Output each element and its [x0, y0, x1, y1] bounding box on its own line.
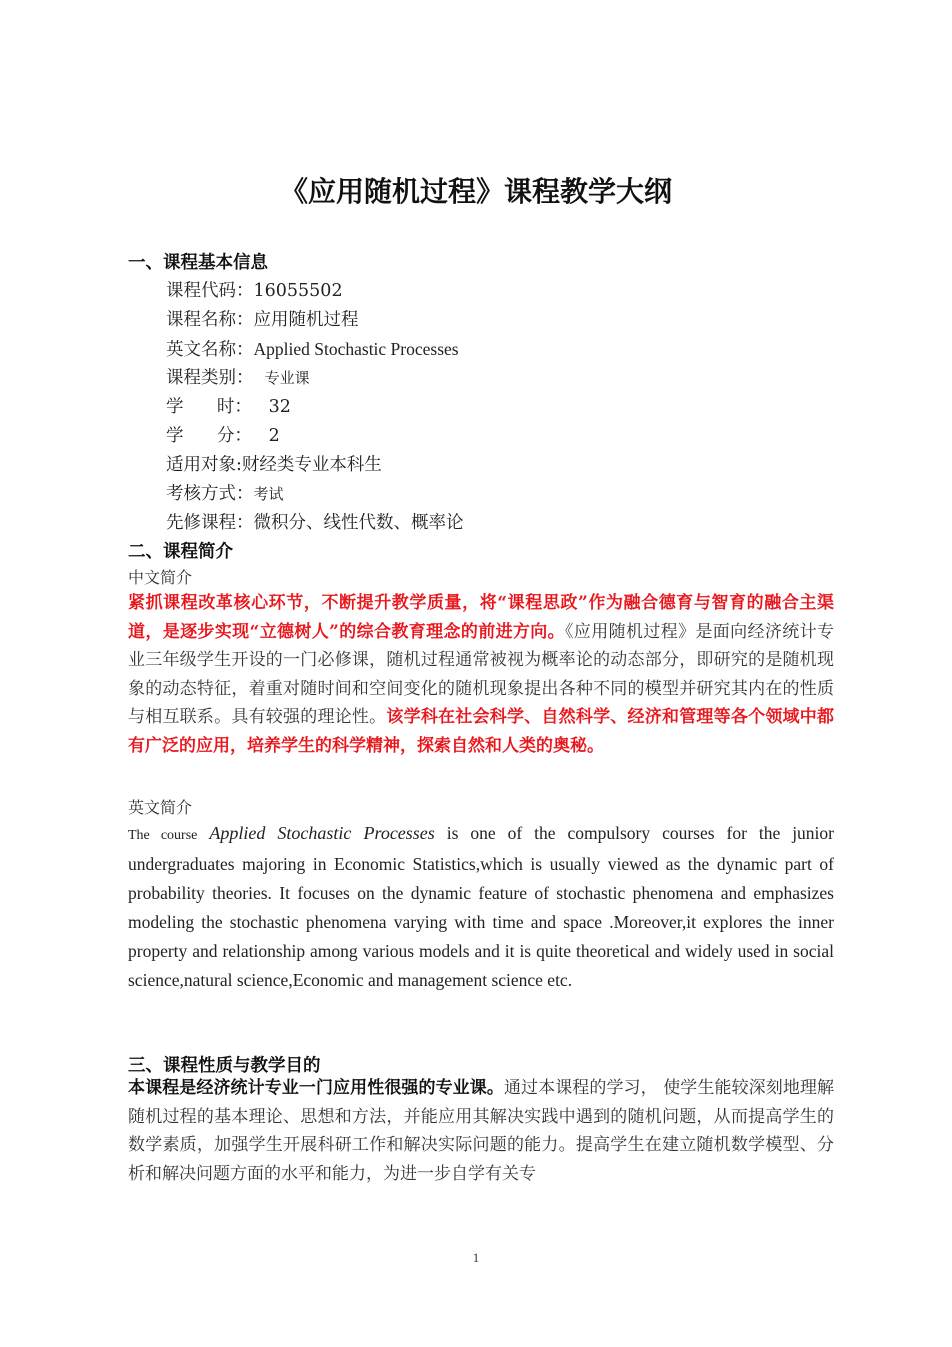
- info-label: 学 分：: [166, 426, 252, 446]
- english-intro-paragraph: [128, 819, 834, 995]
- bold-lead-text: 本课程是经济统计专业一门应用性很强的专业课。: [128, 1078, 504, 1098]
- info-value: Applied Stochastic Processes: [253, 339, 459, 359]
- info-value: 微积分、线性代数、概率论: [253, 513, 464, 533]
- body-text: 《应用随机过程》是面向经济统计专业三年级学生开设的一门必修课，随机过程通常被视为概率论的动态部分，即研究的是随机现象的动态特征，着重对随时间和空间变化的随机现象提出各种不同的模型并研究其内在的性质与相互联系。具有较强的理论性。: [128, 621, 834, 727]
- info-label: 先修课程：: [166, 513, 254, 533]
- info-label: 适用对象:: [166, 455, 242, 475]
- page-title: 《应用随机过程》课程教学大纲: [279, 175, 672, 208]
- info-row-name: [166, 306, 464, 335]
- chinese-intro-label: 中文简介: [128, 568, 193, 587]
- info-value: 16055502: [253, 281, 343, 301]
- info-row-hours: [166, 393, 464, 422]
- info-row-category: [166, 364, 464, 393]
- info-row-english-name: [166, 335, 464, 364]
- highlight-text: 紧抓课程改革核心环节，不断提升教学质量，将“课程思政”作为融合德育与智育的融合主渠道，是逐步实现“立德树人”的综合教育理念的前进方向。: [128, 593, 834, 642]
- highlight-text: 该学科在社会科学、自然科学、经济和管理等各个领域中都有广泛的应用，培养学生的科学精神，探索自然和人类的奥秘。: [128, 707, 834, 756]
- section3-heading: 三、课程性质与教学目的: [128, 1056, 321, 1076]
- english-body: is one of the compulsory courses for the junior undergraduates majoring in Economic Statistics,which is usually viewed as the dynamic part of probability theories. It focuses on the dynamic feature of stochastic phenomena and emphasizes modeling the stochastic phenomena varying with time and space .Moreover,it explores the inner property and relationship among various models and it is quite theoretical and widely used in social science,natural science,Economic and management science etc.: [128, 823, 834, 990]
- section3-paragraph: [128, 1074, 834, 1188]
- page-number: 1: [472, 1250, 480, 1265]
- info-value: 专业课: [264, 369, 310, 387]
- info-value: 考试: [253, 485, 284, 503]
- info-value: 2: [268, 426, 280, 446]
- chinese-intro-paragraph: [128, 589, 834, 760]
- section1-heading: 一、课程基本信息: [128, 253, 268, 273]
- info-value: 财经类专业本科生: [241, 455, 382, 475]
- info-label: 课程代码：: [166, 281, 254, 301]
- english-intro-label: 英文简介: [128, 798, 193, 817]
- info-row-prerequisites: [166, 509, 464, 538]
- course-info-list: [166, 277, 464, 538]
- info-row-audience: [166, 451, 464, 480]
- info-row-credits: [166, 422, 464, 451]
- english-prefix: The course: [128, 828, 198, 843]
- info-row-code: [166, 277, 464, 306]
- info-label: 考核方式：: [166, 484, 254, 504]
- info-label: 课程类别：: [166, 368, 254, 388]
- info-label: 课程名称：: [166, 310, 254, 330]
- info-value: 32: [268, 397, 291, 417]
- info-label: 学 时：: [166, 397, 252, 417]
- info-label: 英文名称：: [166, 340, 254, 360]
- info-row-assessment: [166, 480, 464, 509]
- body-text: 通过本课程的学习， 使学生能较深刻地理解随机过程的基本理论、思想和方法，并能应用其解决实践中遇到的随机问题，从而提高学生的数学素质，加强学生开展科研工作和解决实际问题的能力。提高学生在建立随机数学模型、分析和解决问题方面的水平和能力，为进一步自学有关专: [128, 1078, 835, 1184]
- course-title-italic: Applied Stochastic Processes: [209, 823, 435, 843]
- info-value: 应用随机过程: [253, 310, 359, 330]
- section2-heading: 二、课程简介: [128, 542, 233, 562]
